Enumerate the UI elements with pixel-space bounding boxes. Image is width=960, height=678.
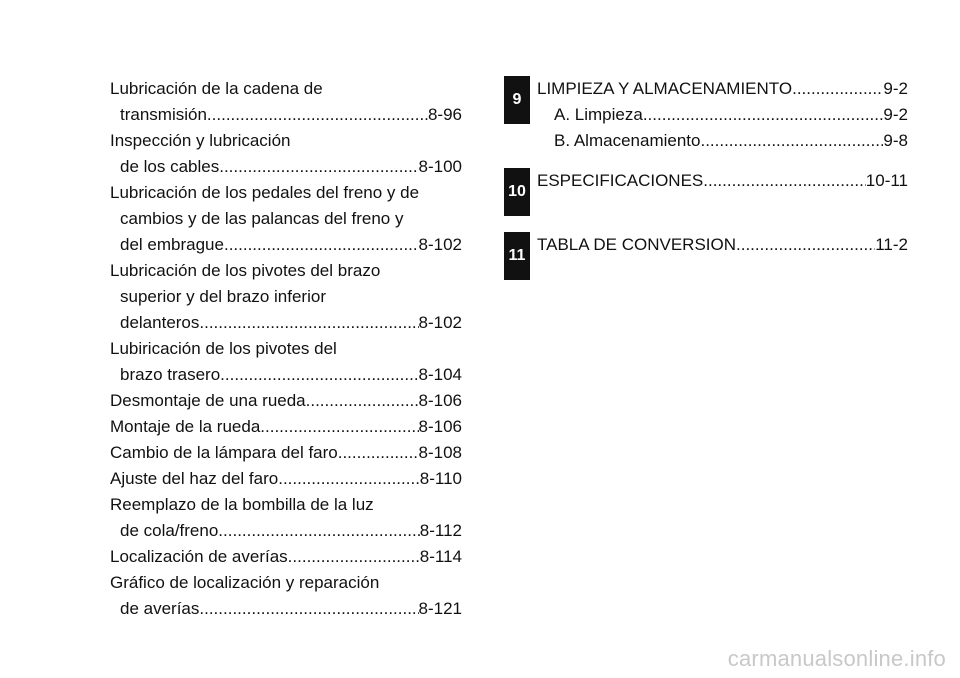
toc-page-number: 8-106 xyxy=(418,391,462,410)
toc-entry-label: brazo trasero xyxy=(120,365,221,384)
toc-entry-line: Lubricación de los pedales del freno y de xyxy=(110,183,420,202)
toc-entry-label: transmisión xyxy=(120,105,207,124)
toc-page-number: 8-108 xyxy=(418,443,462,462)
toc-entry-line: Lubricación de la cadena de xyxy=(110,79,323,98)
toc-page-number: 8-104 xyxy=(418,365,462,384)
toc-entry[interactable] xyxy=(110,232,462,258)
toc-page-number: 9-2 xyxy=(883,79,908,98)
chapter-title-entry[interactable] xyxy=(537,232,908,258)
chapter-title: TABLA DE CONVERSION xyxy=(537,235,737,254)
toc-entry-label: Localización de averías xyxy=(110,547,288,566)
toc-entry[interactable] xyxy=(110,414,462,440)
toc-page-number: 8-96 xyxy=(427,105,462,124)
toc-entry-label: de cola/freno xyxy=(120,521,219,540)
toc-entry[interactable] xyxy=(110,544,462,570)
toc-entry-line: superior y del brazo inferior xyxy=(120,287,326,306)
toc-page-number: 8-102 xyxy=(418,313,462,332)
toc-page-number: 9-2 xyxy=(883,105,908,124)
toc-entry[interactable] xyxy=(110,310,462,336)
toc-subentry-label: A. Limpieza xyxy=(554,105,643,124)
chapter-tab-11[interactable] xyxy=(504,232,530,280)
toc-entry-label: Montaje de la rueda xyxy=(110,417,261,436)
toc-entry-label: Desmontaje de una rueda xyxy=(110,391,306,410)
toc-entry-line: Gráfico de localización y reparación xyxy=(110,573,380,592)
toc-page-number: 8-112 xyxy=(419,521,462,540)
toc-entry[interactable] xyxy=(110,362,462,388)
toc-entry-label: de averías xyxy=(120,599,200,618)
toc-entry-label: Cambio de la lámpara del faro xyxy=(110,443,338,462)
toc-page-number: 9-8 xyxy=(883,131,908,150)
toc-page-number: 11-2 xyxy=(875,235,908,254)
toc-entry-line: Lubiricación de los pivotes del xyxy=(110,339,337,358)
chapter-tab-number: 9 xyxy=(512,91,522,108)
chapter-title: LIMPIEZA Y ALMACENAMIENTO xyxy=(537,79,793,98)
toc-page-number: 8-110 xyxy=(419,469,462,488)
chapter-tab-number: 10 xyxy=(508,183,526,200)
toc-entry-label: del embrague xyxy=(120,235,224,254)
toc-entry[interactable] xyxy=(110,102,462,128)
watermark: carmanualsonline.info xyxy=(727,646,946,671)
toc-left-column xyxy=(110,76,462,622)
toc-entry-label: Ajuste del haz del faro xyxy=(110,469,279,488)
toc-entry[interactable] xyxy=(110,154,462,180)
toc-entry[interactable] xyxy=(110,466,462,492)
toc-page-number: 8-114 xyxy=(419,547,462,566)
chapter-tab-9[interactable] xyxy=(504,76,530,124)
chapter-title-entry[interactable] xyxy=(537,76,908,102)
chapter-tab-number: 11 xyxy=(508,247,526,264)
toc-page-number: 8-106 xyxy=(418,417,462,436)
toc-entry-label: de los cables xyxy=(120,157,220,176)
toc-entry-line: Lubricación de los pivotes del brazo xyxy=(110,261,381,280)
toc-page-number: 8-121 xyxy=(418,599,462,618)
chapter-tab-10[interactable] xyxy=(504,168,530,216)
toc-entry-label: delanteros xyxy=(120,313,200,332)
toc-subentry[interactable] xyxy=(537,128,908,154)
toc-entry-line: Inspección y lubricación xyxy=(110,131,291,150)
toc-page-number: 8-102 xyxy=(418,235,462,254)
chapter-title: ESPECIFICACIONES xyxy=(537,171,704,190)
toc-entry[interactable] xyxy=(110,518,462,544)
toc-entry-line: cambios y de las palancas del freno y xyxy=(120,209,404,228)
toc-page-number: 8-100 xyxy=(418,157,462,176)
toc-entry[interactable] xyxy=(110,596,462,622)
chapter-title-entry[interactable] xyxy=(537,168,908,194)
toc-entry[interactable] xyxy=(110,388,462,414)
toc-entry[interactable] xyxy=(110,440,462,466)
toc-entry-line: Reemplazo de la bombilla de la luz xyxy=(110,495,374,514)
toc-subentry[interactable] xyxy=(537,102,908,128)
toc-subentry-label: B. Almacenamiento xyxy=(554,131,701,150)
toc-page-number: 10-11 xyxy=(865,171,908,190)
